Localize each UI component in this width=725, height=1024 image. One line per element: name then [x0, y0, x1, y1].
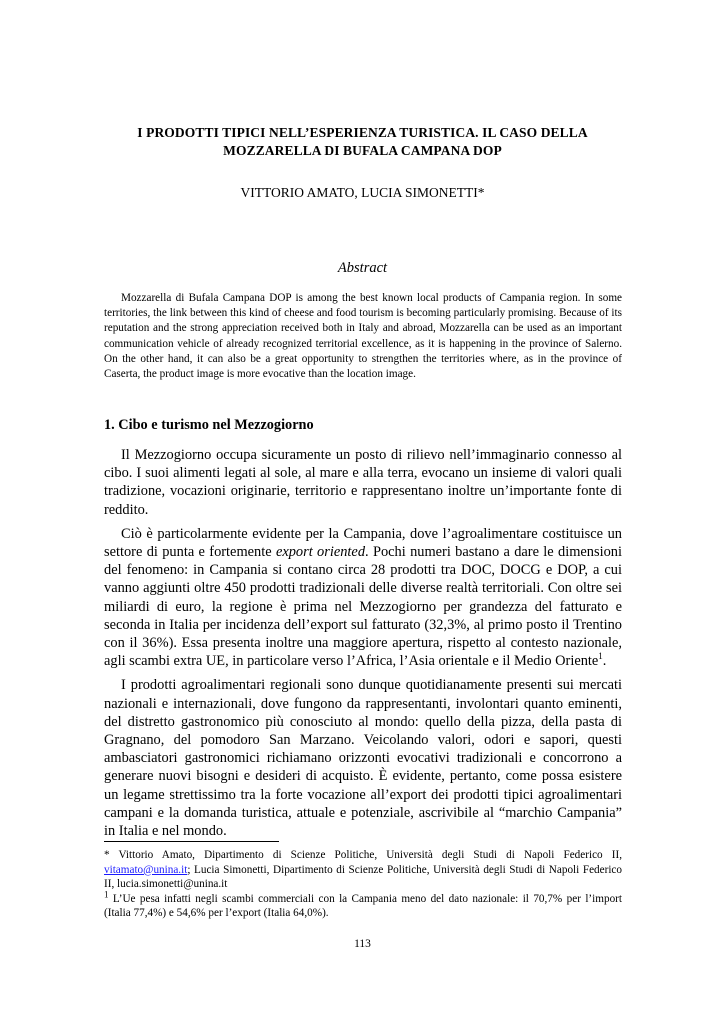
paragraph-2-text-end: .: [602, 653, 607, 670]
paragraph-2-text-b: . Pochi numeri bastano a dare le dimensioni del fenomeno: in Campania si contano circa 28 prodotti tra DOC, DOCG e DOP, a cui vanno aggiunti oltre 450 prodotti tradizionali delle diverse realtà territoriali. Con oltre sei miliardi di euro, la regione è prima nel Mezzogiorno per grandezza del fatturato e seconda in Italia per incidenza dell’export sul fatturato (32,3%, al primo posto il Trentino con il 36%). Essa presenta inoltre una maggiore apertura, rispetto al contesto nazionale, agli scambi extra UE, in particolare verso l’Africa, l’Asia orientale e il Medio Oriente: [104, 544, 622, 670]
footnote-star-text-a: * Vittorio Amato, Dipartimento di Scienze Politiche, Università degli Studi di Napoli Federico II,: [104, 849, 622, 861]
email-link[interactable]: vitamato@unina.it: [104, 863, 188, 876]
paragraph-2-text-a: Ciò è particolarmente evidente per la Campania, dove l’agroalimentare costituisce un settore di punta e fortemente: [104, 525, 622, 561]
abstract-text: Mozzarella di Bufala Campana DOP is among the best known local products of Campania region. In some territories, the link between this kind of cheese and food tourism is becoming particularly promising. Because of its reputation and the strong appreciation received both in Italy and abroad, Mozzarella can be used as an important communication vehicle of already recognized territorial excellence, as it is happening in the province of Salerno. On the other hand, it can also be a great opportunity to strengthen the territories where, as in the province of Caserta, the product image is more evocative than the location image.: [104, 292, 622, 381]
page-number: 113: [354, 938, 371, 950]
footnote-reference[interactable]: 1: [598, 651, 603, 662]
footnote-1-text: L’Ue pesa infatti negli scambi commerciali con la Campania meno del dato nazionale: il 70,7% per l’import (Italia 77,4%) e 54,6% per l’export (Italia 64,0%).: [104, 892, 622, 920]
footnote-author-affiliations: [104, 848, 622, 892]
section-heading: 1. Cibo e turismo nel Mezzogiorno: [104, 417, 314, 433]
paragraph-1: Il Mezzogiorno occupa sicuramente un posto di rilievo nell’immaginario connesso al cibo. I suoi alimenti legati al sole, al mare e alla terra, evocano un insieme di valori quali tradizione, vocazioni originarie, territorio e rappresentano inoltre un’importante fonte di reddito.: [104, 447, 622, 518]
footnote-1-marker: 1: [104, 889, 109, 900]
author-list: VITTORIO AMATO, LUCIA SIMONETTI*: [240, 185, 485, 200]
paragraph-2: [104, 525, 622, 671]
section-body: [104, 446, 622, 846]
paper-title: [100, 124, 625, 160]
footnote-star-text-b: ; Lucia Simonetti, Dipartimento di Scienze Politiche, Università degli Studi di Napoli Federico II, lucia.simonetti@unina.it: [104, 863, 622, 891]
footnote-divider: [104, 841, 279, 842]
title-line-1: I PRODOTTI TIPICI NELL’ESPERIENZA TURISTICA. IL CASO DELLA: [137, 125, 588, 140]
paragraph-2-emphasis: export oriented: [275, 544, 366, 561]
title-line-2: MOZZARELLA DI BUFALA CAMPANA DOP: [223, 143, 502, 158]
paragraph-3: I prodotti agroalimentari regionali sono dunque quotidianamente presenti sui mercati nazionali e internazionali, dove fungono da rappresentanti, involontari quanto eminenti, del distretto gastronomico più conosciuto al mondo: quello della pizza, della pasta di Gragnano, del pomodoro San Marzano. Veicolando valori, odori e sapori, questi ambasciatori gastronomici richiamano orizzonti evocativi tradizionali e concorrono a generare nuovi bisogni e desideri di acquisto. È evidente, pertanto, come possa esistere un legame strettissimo tra la forte vocazione all’export dei prodotti tipici agroalimentari campani e la domanda turistica, attuale e potenziale, ascrivibile al “marchio Campania” in Italia e nel mondo.: [104, 677, 622, 840]
footnotes: [104, 848, 622, 921]
abstract-heading: Abstract: [337, 260, 388, 276]
footnote-1: [104, 889, 622, 921]
